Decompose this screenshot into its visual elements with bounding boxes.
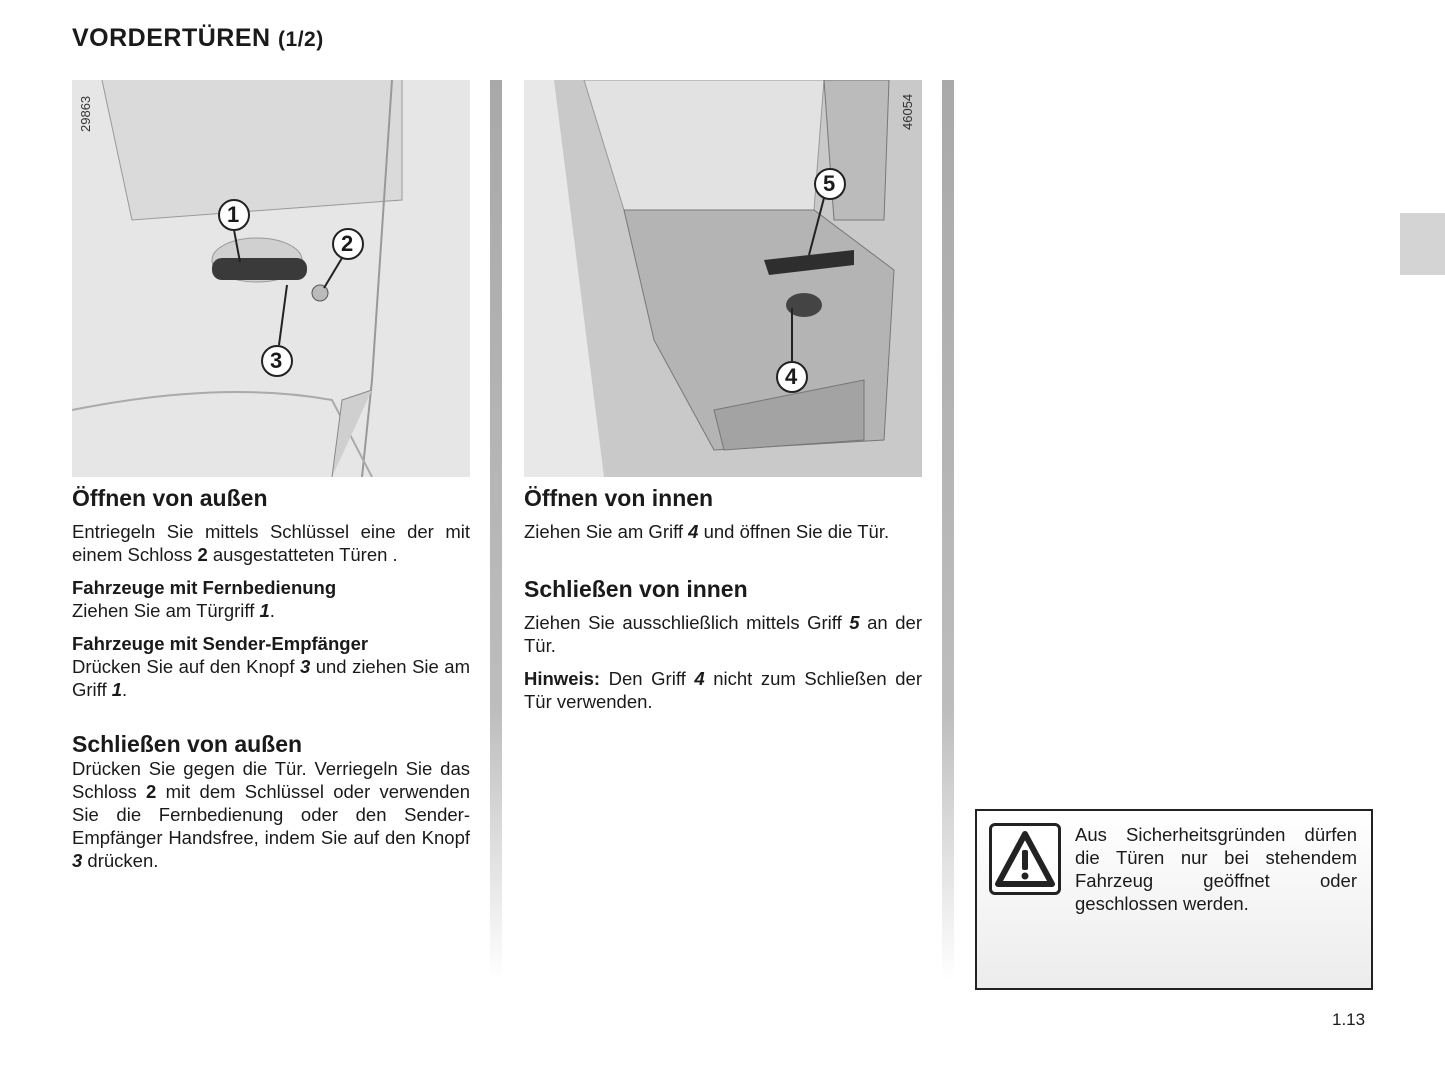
ref-number: 2	[197, 544, 208, 565]
text: drücken.	[82, 850, 159, 871]
title-part: (1/2)	[278, 28, 324, 51]
page-title	[72, 24, 324, 53]
text: Drücken Sie auf den Knopf	[72, 656, 300, 677]
text: Den Griff	[600, 668, 695, 689]
text: nicht zum Schließen der Tür verwenden.	[524, 668, 922, 712]
ref-number: 2	[146, 781, 157, 802]
text: .	[269, 600, 275, 621]
section-tab	[1400, 213, 1445, 275]
callout-5: 5	[823, 171, 836, 196]
ref-number: 4	[688, 521, 699, 542]
paragraph-sender	[72, 632, 470, 701]
warning-box	[975, 809, 1373, 990]
image-id: 29863	[78, 95, 93, 132]
ref-number: 1	[111, 679, 123, 700]
callout-3: 3	[270, 348, 283, 373]
title-main: VORDERTÜREN	[72, 24, 271, 52]
middle-column	[524, 484, 922, 723]
image-id: 46054	[900, 93, 915, 130]
ref-number: 3	[72, 850, 83, 871]
subheading-remote: Fahrzeuge mit Fernbedienung	[72, 577, 337, 598]
heading-close-inside: Schließen von innen	[524, 576, 748, 602]
text: Ziehen Sie am Türgriff	[72, 600, 260, 621]
callout-2: 2	[341, 231, 354, 256]
text: .	[122, 679, 128, 700]
text: Ziehen Sie ausschließlich mittels Griff	[524, 612, 850, 633]
paragraph-close-outside	[72, 757, 470, 872]
ref-number: 1	[259, 600, 270, 621]
text: und öffnen Sie die Tür.	[698, 521, 890, 542]
paragraph-note	[524, 667, 922, 713]
exterior-door-handle-illustration	[72, 80, 470, 477]
note-label: Hinweis:	[524, 668, 601, 689]
text: mit dem Schlüssel oder verwenden Sie die Fernbedienung oder den Sender-Empfänger Handsfree, indem Sie auf den Knopf	[72, 781, 470, 848]
column-divider	[490, 80, 502, 980]
callout-1: 1	[227, 202, 240, 227]
text: Entriegeln Sie mittels Schlüssel eine der mit einem Schloss	[72, 521, 470, 565]
interior-door-illustration	[524, 80, 922, 477]
text: und ziehen Sie am Griff	[72, 656, 470, 700]
paragraph-open-inside	[524, 520, 922, 543]
heading-open-inside: Öffnen von innen	[524, 485, 714, 511]
text: an der Tür.	[524, 612, 922, 656]
ref-number: 3	[299, 656, 311, 677]
callout-4: 4	[785, 364, 798, 389]
ref-number: 5	[849, 612, 860, 633]
heading-open-outside: Öffnen von außen	[72, 485, 268, 511]
ref-number: 4	[694, 668, 705, 689]
warning-triangle-icon	[989, 823, 1061, 895]
column-divider	[942, 80, 954, 980]
left-column	[72, 484, 470, 882]
subheading-sender: Fahrzeuge mit Sender-Empfänger	[72, 633, 369, 654]
paragraph-unlock	[72, 520, 470, 566]
page-number: 1.13	[1332, 1010, 1366, 1029]
warning-text: Aus Sicherheitsgründen dürfen die Türen nur bei stehendem Fahrzeug geöffnet oder geschlossen werden.	[1075, 824, 1357, 914]
heading-close-outside: Schließen von außen	[72, 731, 303, 757]
text: Ziehen Sie am Griff	[524, 521, 689, 542]
paragraph-remote	[72, 576, 470, 622]
text: Drücken Sie gegen die Tür. Verriegeln Sie das Schloss	[72, 758, 470, 802]
text: ausgestatteten Türen .	[207, 544, 398, 565]
paragraph-close-inside	[524, 611, 922, 657]
